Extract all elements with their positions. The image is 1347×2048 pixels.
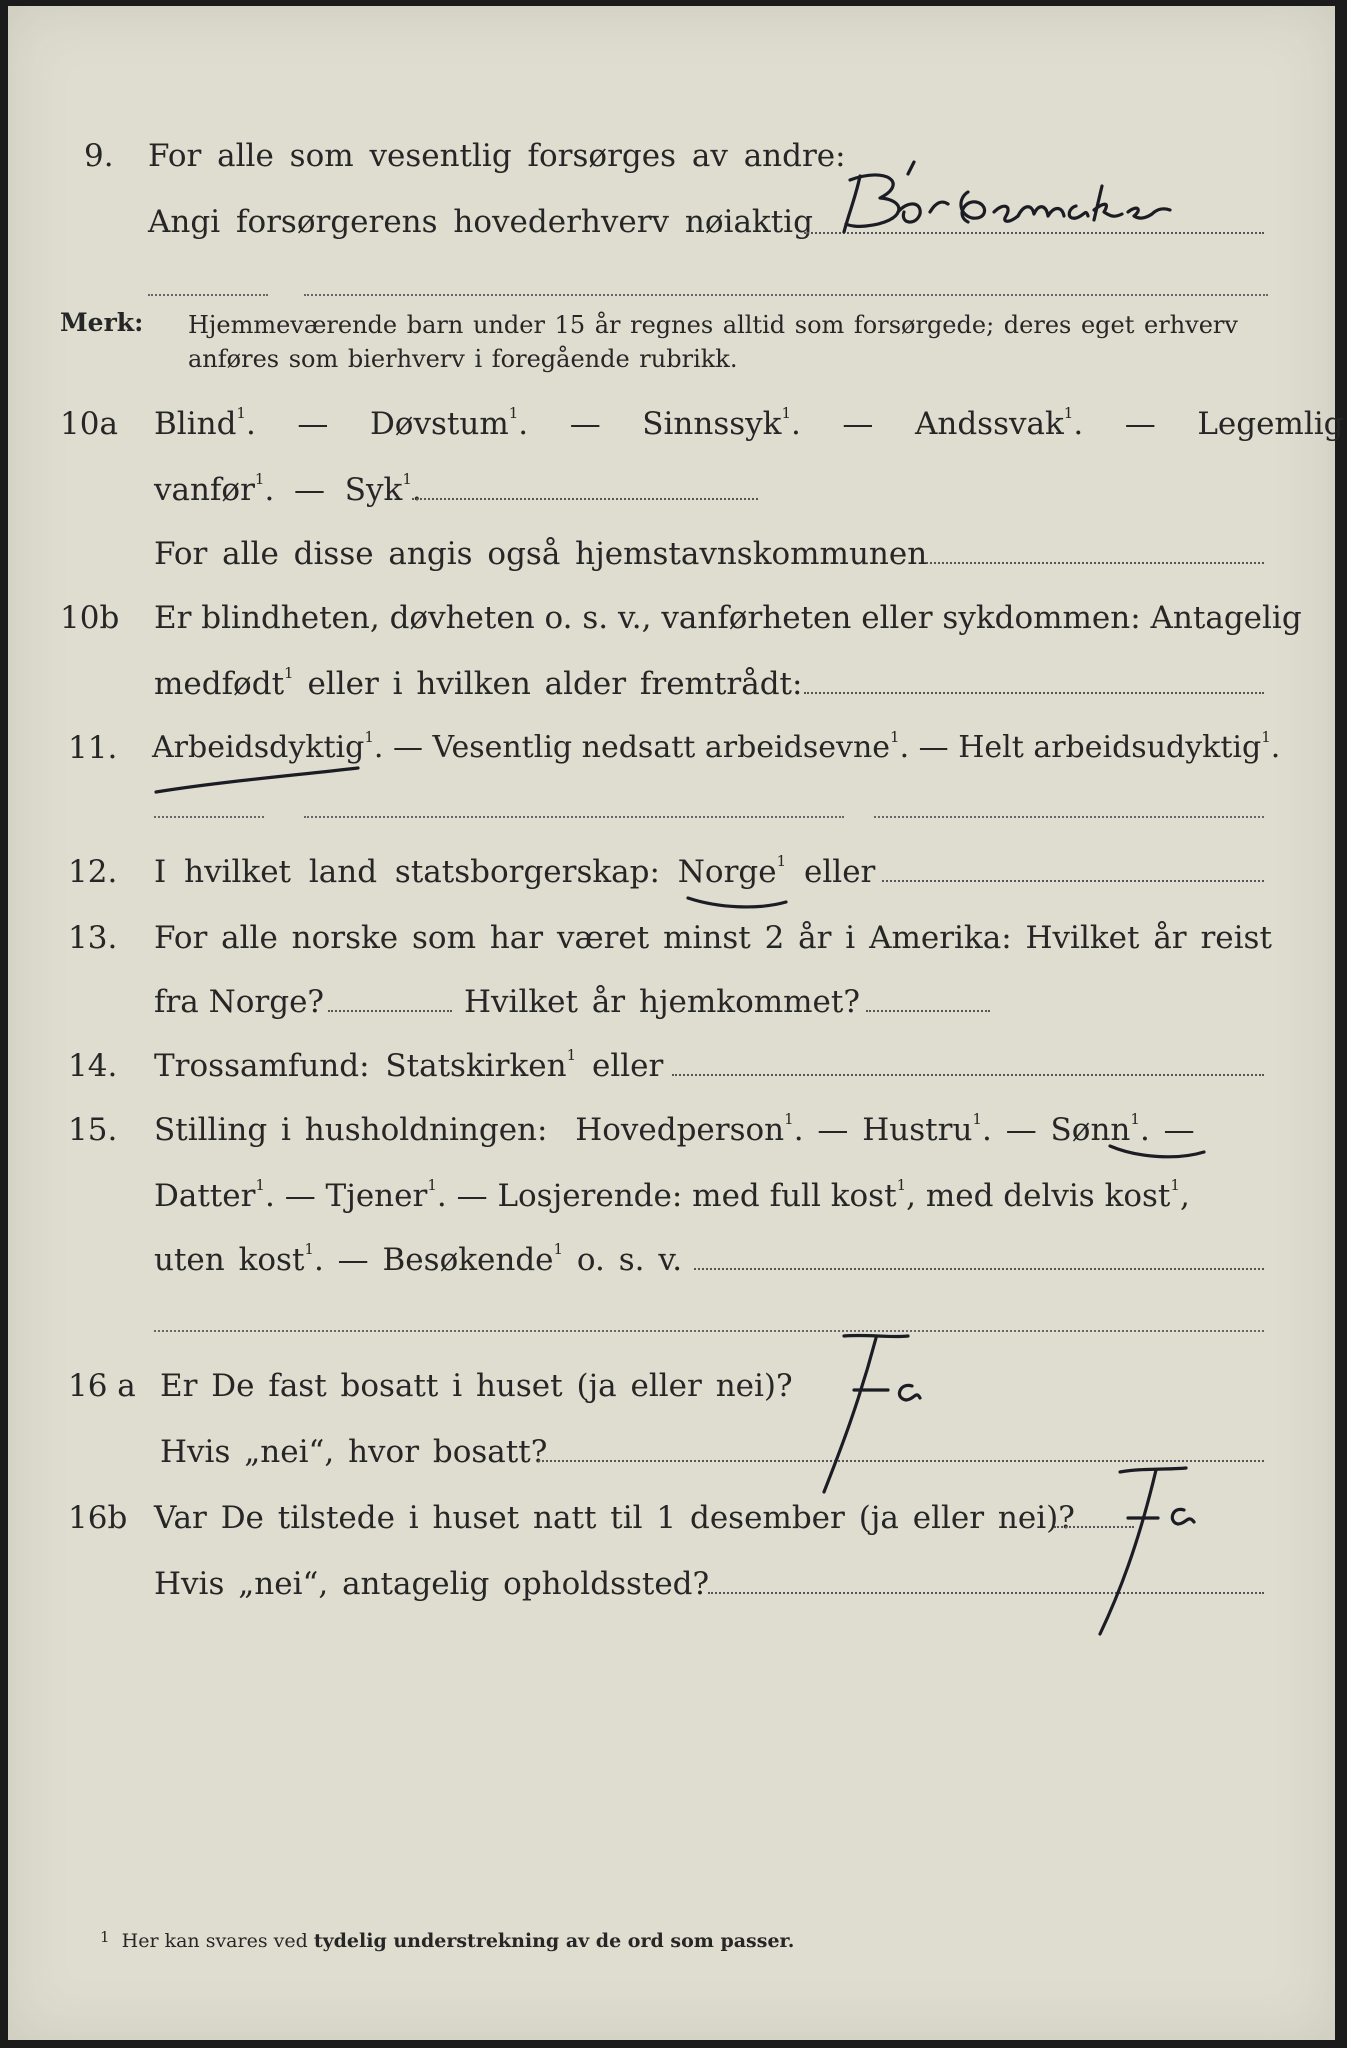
handwritten-ja-16b <box>1100 1468 1194 1634</box>
q16b-line2: Hvis „nei“, antagelig opholdssted? <box>154 1566 710 1602</box>
opt-dovstum: Døvstum <box>369 406 509 442</box>
q13-line1: For alle norske som har været minst 2 år i Amerika: Hvilket år reist <box>154 920 1272 956</box>
q13-fra: fra Norge? <box>154 984 325 1020</box>
q9-line1: For alle som vesentlig forsørges av andre: <box>148 138 846 174</box>
opt-syk: Syk <box>344 472 403 508</box>
opt-uten-kost: uten kost <box>154 1242 305 1278</box>
opt-datter: Datter <box>154 1178 256 1214</box>
q16b-number: 16b <box>68 1500 128 1536</box>
handwriting-overlay <box>8 6 1335 2040</box>
opt-nedsatt: Vesentlig nedsatt arbeidsevne <box>432 730 891 765</box>
opt-arbeidsdyktig: Arbeidsdyktig <box>152 730 365 765</box>
q10a-line3: For alle disse angis også hjemstavnskommunen <box>154 536 928 572</box>
q10b-line2: medfødt$^1$ eller i hvilken alder fremtrådt: <box>154 664 803 702</box>
opt-udyktig: Helt arbeidsudyktig <box>958 730 1262 765</box>
q10a-line1: Blind$^1$. — Døvstum$^1$. — Sinnssyk$^1$. — Andssvak$^1$. — Legemlig <box>154 404 1344 442</box>
q14-number: 14. <box>68 1048 118 1084</box>
q12-line: I hvilket land statsborgerskap: Norge$^1$ eller <box>154 852 876 890</box>
opt-hovedperson: Hovedperson <box>575 1112 785 1148</box>
q12-number: 12. <box>68 854 118 890</box>
opt-vanfor: vanfør <box>154 472 255 508</box>
opt-andssvak: Andssvak <box>914 406 1064 442</box>
q16a-number: 16 a <box>68 1368 136 1404</box>
q10a-number: 10a <box>60 406 118 442</box>
q14-line: Trossamfund: Statskirken$^1$ eller <box>154 1046 664 1084</box>
opt-statskirken: Statskirken <box>385 1048 567 1084</box>
opt-norge: Norge <box>677 854 777 890</box>
merk-line2: anføres som bierhverv i foregående rubrikk. <box>188 345 738 373</box>
q13-number: 13. <box>68 920 118 956</box>
census-form-page <box>8 6 1344 2040</box>
handwritten-ja-16a <box>824 1335 920 1492</box>
handwritten-borsemaker <box>844 162 1170 232</box>
underline-sonn <box>1110 1146 1204 1157</box>
footnote: $^1$ Her kan svares ved tydelig understrekning av de ord som passer. <box>100 1928 795 1952</box>
merk-line1: Hjemmeværende barn under 15 år regnes alltid som forsørgede; deres eget erhverv <box>188 311 1238 339</box>
q11-number: 11. <box>68 730 118 766</box>
opt-delvis-kost: med delvis kost <box>925 1178 1171 1214</box>
underline-arbeidsdyktig <box>156 768 358 792</box>
opt-blind: Blind <box>154 406 237 442</box>
q16a-line2: Hvis „nei“, hvor bosatt? <box>160 1434 548 1470</box>
opt-besokende: Besøkende <box>382 1242 554 1278</box>
q9-number: 9. <box>84 138 114 174</box>
opt-tjener: Tjener <box>325 1178 428 1214</box>
merk-label: Merk: <box>60 308 144 337</box>
q13-hjem: Hvilket år hjemkommet? <box>464 984 860 1020</box>
q15-line2: Datter$^1$. — Tjener$^1$. — Losjerende: med full kost$^1$, med delvis kost$^1$, <box>154 1176 1190 1214</box>
q10b-number: 10b <box>60 600 120 636</box>
opt-full-kost: Losjerende: med full kost <box>497 1178 897 1214</box>
q10a-line2: vanfør$^1$. — Syk$^1$. <box>154 470 422 508</box>
opt-sonn: Sønn <box>1050 1112 1131 1148</box>
underline-norge <box>688 898 786 907</box>
q11-line: Arbeidsdyktig$^1$. — Vesentlig nedsatt arbeidsevne$^1$. — Helt arbeidsudyktig$^1$. <box>152 728 1281 765</box>
q10b-line1: Er blindheten, døvheten o. s. v., vanførheten eller sykdommen: Antagelig <box>154 600 1302 636</box>
q16b-line1: Var De tilstede i huset natt til 1 desember (ja eller nei)? <box>154 1500 1075 1536</box>
q9-line2: Angi forsørgerens hovederhverv nøiaktig <box>148 204 813 240</box>
opt-sinnssyk: Sinnssyk <box>642 406 782 442</box>
opt-hustru: Hustru <box>862 1112 973 1148</box>
q15-number: 15. <box>68 1112 118 1148</box>
q15-line3: uten kost$^1$. — Besøkende$^1$ o. s. v. <box>154 1240 683 1278</box>
q15-line1: Stilling i husholdningen: Hovedperson$^1$. — Hustru$^1$. — Sønn$^1$. — <box>154 1110 1195 1148</box>
q16a-line1: Er De fast bosatt i huset (ja eller nei)? <box>160 1368 793 1404</box>
opt-legemlig: Legemlig <box>1197 406 1344 442</box>
